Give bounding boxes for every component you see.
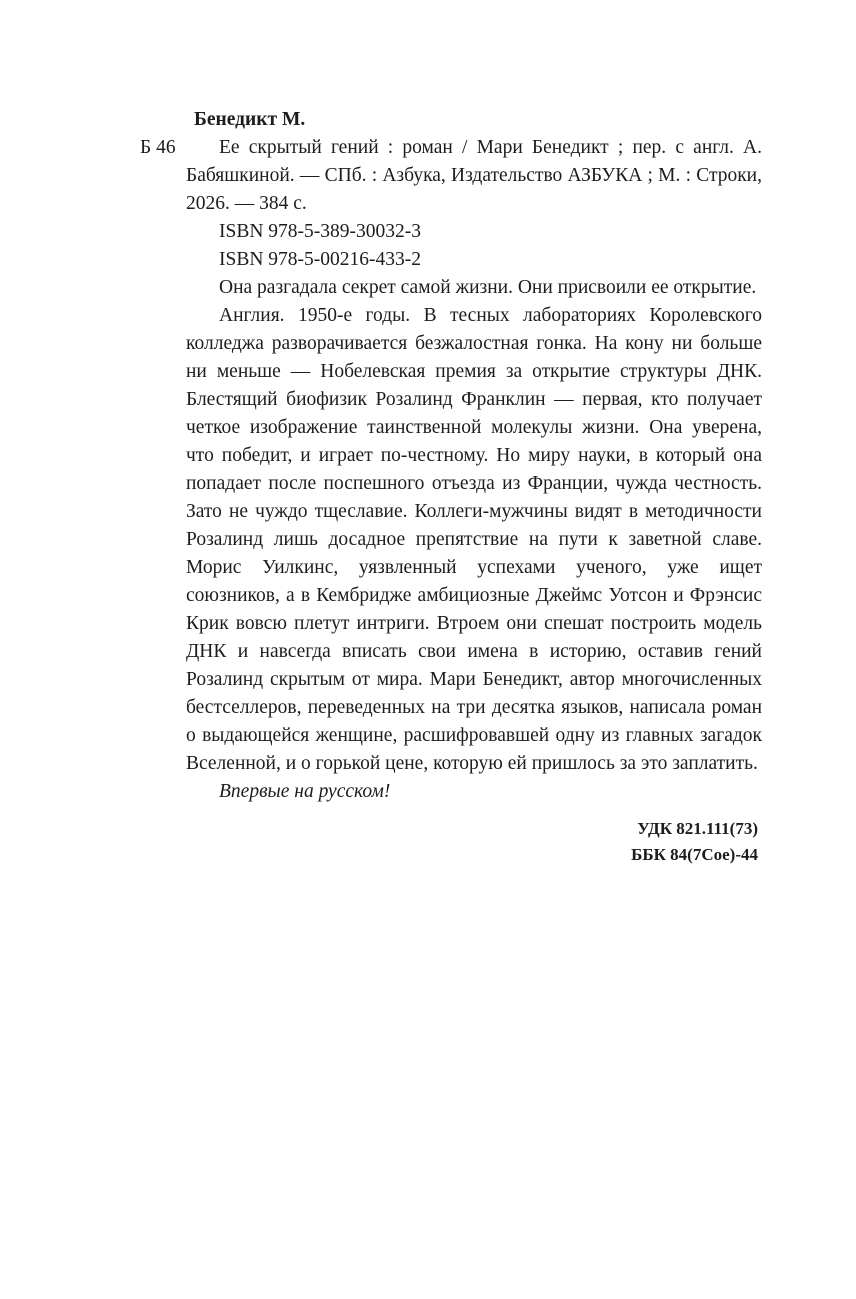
udk-code: УДК 821.111(73) bbox=[637, 819, 758, 838]
catalog-code: Б 46 bbox=[140, 137, 176, 158]
bibliographic-description: Ее скрытый гений : роман / Мари Бенедикт ; пер. с англ. А. Бабяшкиной. — СПб. : Азбука, Издательство АЗБУКА ; М. : Строки, 2026. — 384 с. bbox=[186, 137, 762, 214]
first-russian-note: Впервые на русском! bbox=[219, 781, 391, 802]
classification-codes bbox=[186, 816, 762, 868]
annotation: Англия. 1950-е годы. В тесных лабораториях Королевского колледжа разворачивается безжалостная гонка. На кону ни больше ни меньше — Нобелевская премия за открытие структуры ДНК. Блестящий биофизик Розалинд Франклин — первая, кто получает четкое изображение таинственной молекулы жизни. Она уверена, что победит, и играет по-честному. Но миру науки, в который она попадает после поспешного отъезда из Франции, чужда честность. Зато не чуждо тщеславие. Коллеги-мужчины видят в методичности Розалинд лишь досадное препятствие на пути к заветной славе. Морис Уилкинс, уязвленный успехами ученого, уже ищет союзников, а в Кембридже амбициозные Джеймс Уотсон и Фрэнсис Крик вовсю плетут интриги. Втроем они спешат построить модель ДНК и навсегда вписать свои имена в историю, оставив гений Розалинд скрытым от мира. Мари Бенедикт, автор многочисленных бестселлеров, переведенных на три десятка языков, написала роман о выдающейся женщине, расшифровавшей одну из главных загадок Вселенной, и о горькой цене, которую ей пришлось за это заплатить. bbox=[186, 305, 762, 774]
isbn-line-2: ISBN 978-5-00216-433-2 bbox=[219, 249, 422, 270]
imprint-text-block bbox=[140, 106, 762, 868]
tagline: Она разгадала секрет самой жизни. Они присвоили ее открытие. bbox=[219, 277, 757, 298]
author-heading: Бенедикт М. bbox=[194, 109, 306, 130]
bbk-code: ББК 84(7Сое)-44 bbox=[631, 845, 758, 864]
bibliographic-entry bbox=[140, 134, 762, 218]
isbn-line-1: ISBN 978-5-389-30032-3 bbox=[219, 221, 422, 242]
